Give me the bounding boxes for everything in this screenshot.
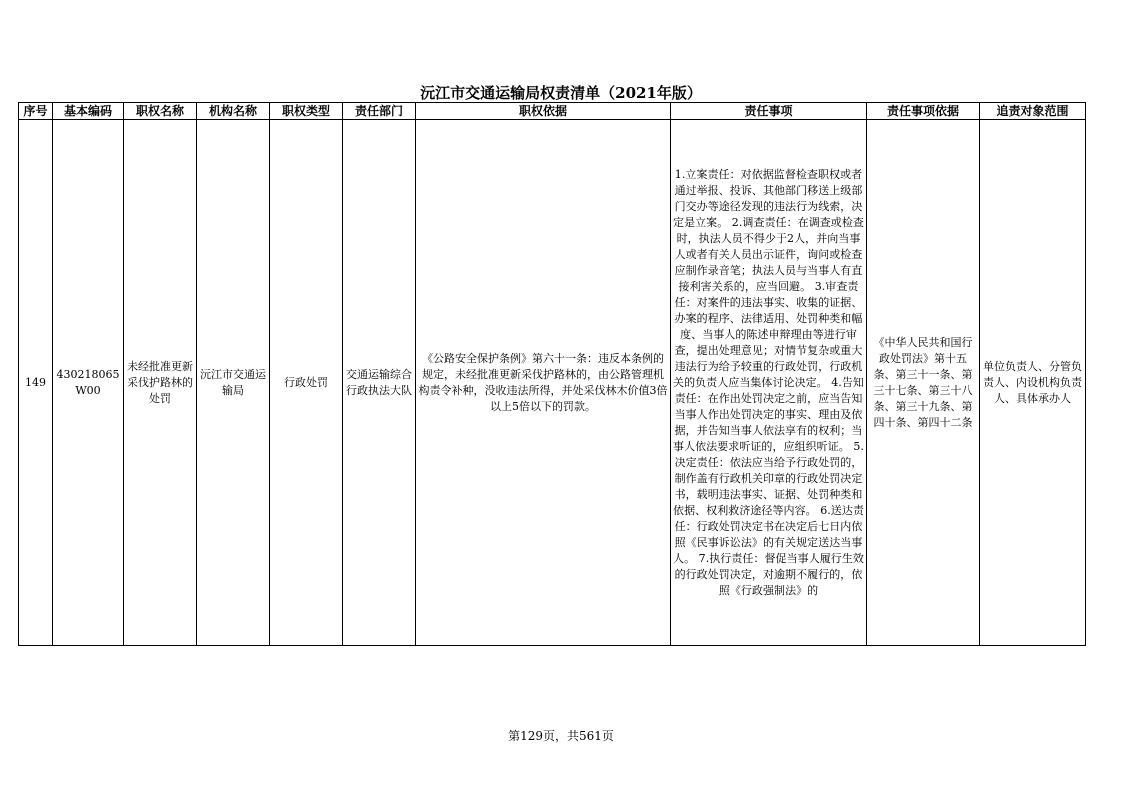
header-seq: 序号 (19, 103, 53, 120)
header-org-name: 机构名称 (197, 103, 270, 120)
header-duty-items: 责任事项 (671, 103, 867, 120)
cell-code: 430218065W00 (53, 120, 124, 646)
cell-duty-basis: 《中华人民共和国行政处罚法》第十五条、第三十一条、第三十七条、第三十八条、第三十九条、第四十条、第四十二条 (867, 120, 980, 646)
header-basis: 职权依据 (416, 103, 671, 120)
header-accountability-scope: 追责对象范围 (980, 103, 1086, 120)
header-duty-basis: 责任事项依据 (867, 103, 980, 120)
cell-basis: 《公路安全保护条例》第六十一条：违反本条例的规定，未经批准更新采伐护路林的，由公路管理机构责令补种，没收违法所得，并处采伐林木价值3倍以上5倍以下的罚款。 (416, 120, 671, 646)
doc-title: 沅江市交通运输局权责清单（2021年版） (420, 84, 702, 102)
cell-power-name: 未经批准更新采伐护路林的处罚 (124, 120, 197, 646)
header-power-type: 职权类型 (270, 103, 343, 120)
header-code: 基本编码 (53, 103, 124, 120)
header-department: 责任部门 (343, 103, 416, 120)
cell-duty-items: 1.立案责任：对依据监督检查职权或者通过举报、投诉、其他部门移送上级部门交办等途径发现的违法行为线索，决定是立案。 2.调查责任：在调查或检查时，执法人员不得少于2人，并向当事人或者有关人员出示证件，询问或检查应制作录音笔；执法人员与当事人有直接利害关系的，应当回避。 3.审查责任：对案件的违法事实、收集的证据、办案的程序、法律适用、处罚种类和幅度、当事人的陈述申辩理由等进行审查，提出处理意见；对情节复杂或重大违法行为给予较重的行政处罚，行政机关的负责人应当集体讨论决定。 4.告知责任：在作出处罚决定之前，应当告知当事人作出处罚决定的事实、理由及依据，并告知当事人依法享有的权利；当事人依法要求听证的，应组织听证。 5.决定责任：依法应当给予行政处罚的，制作盖有行政机关印章的行政处罚决定书，载明违法事实、证据、处罚种类和依据、权利救济途径等内容。 6.送达责任：行政处罚决定书在决定后七日内依照《民事诉讼法》的有关规定送达当事人。 7.执行责任：督促当事人履行生效的行政处罚决定，对逾期不履行的，依照《行政强制法》的 (671, 120, 867, 646)
header-row (19, 103, 1086, 120)
cell-department: 交通运输综合行政执法大队 (343, 120, 416, 646)
duty-table (18, 102, 1086, 646)
page-footer: 第129页，共561页 (508, 729, 614, 743)
cell-power-type: 行政处罚 (270, 120, 343, 646)
cell-seq: 149 (19, 120, 53, 646)
header-power-name: 职权名称 (124, 103, 197, 120)
table-row (19, 120, 1086, 646)
cell-accountability-scope: 单位负责人、分管负责人、内设机构负责人、具体承办人 (980, 120, 1086, 646)
cell-org-name: 沅江市交通运输局 (197, 120, 270, 646)
